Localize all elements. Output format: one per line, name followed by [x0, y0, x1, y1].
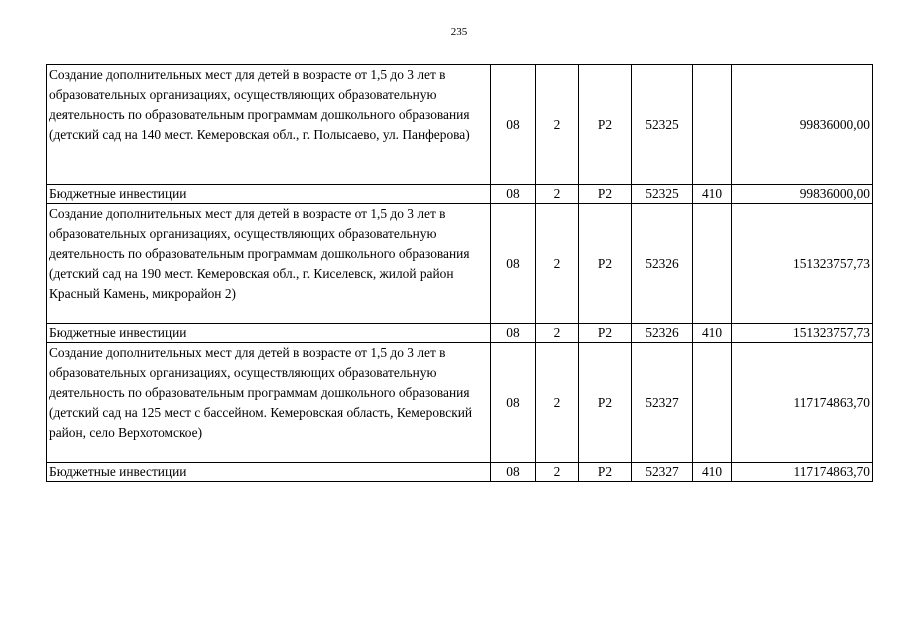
direction-code-cell: 52327 — [632, 343, 693, 463]
section-code-cell: 08 — [491, 204, 536, 324]
amount-cell: 99836000,00 — [732, 65, 873, 185]
expense-type-cell: 410 — [693, 324, 732, 343]
item-name-cell: Бюджетные инвестиции — [47, 185, 491, 204]
table-row — [47, 185, 873, 204]
project-code-cell: P2 — [579, 204, 632, 324]
budget-table — [46, 64, 873, 482]
amount-cell: 151323757,73 — [732, 204, 873, 324]
item-name-cell: Создание дополнительных мест для детей в возрасте от 1,5 до 3 лет в образовательных организациях, осуществляющих образовательную деятельность по образовательным программам дошкольного образования (детский сад на 140 мест. Кемеровская обл., г. Полысаево, ул. Панферова) — [47, 65, 491, 185]
expense-type-cell: 410 — [693, 463, 732, 482]
project-code-cell: P2 — [579, 343, 632, 463]
expense-type-cell: 410 — [693, 185, 732, 204]
section-code-cell: 08 — [491, 185, 536, 204]
page-number: 235 — [450, 26, 468, 38]
project-code-cell: P2 — [579, 463, 632, 482]
table-row — [47, 324, 873, 343]
program-code-cell: 2 — [536, 185, 579, 204]
expense-type-cell — [693, 65, 732, 185]
program-code-cell: 2 — [536, 343, 579, 463]
expense-type-cell — [693, 343, 732, 463]
table-row — [47, 463, 873, 482]
amount-cell: 117174863,70 — [732, 463, 873, 482]
amount-cell: 151323757,73 — [732, 324, 873, 343]
project-code-cell: P2 — [579, 65, 632, 185]
item-name-cell: Создание дополнительных мест для детей в возрасте от 1,5 до 3 лет в образовательных организациях, осуществляющих образовательную деятельность по образовательным программам дошкольного образования (детский сад на 190 мест. Кемеровская обл., г. Киселевск, жилой район Красный Камень, микрорайон 2) — [47, 204, 491, 324]
section-code-cell: 08 — [491, 463, 536, 482]
direction-code-cell: 52325 — [632, 65, 693, 185]
project-code-cell: P2 — [579, 185, 632, 204]
program-code-cell: 2 — [536, 324, 579, 343]
section-code-cell: 08 — [491, 343, 536, 463]
project-code-cell: P2 — [579, 324, 632, 343]
direction-code-cell: 52326 — [632, 204, 693, 324]
item-name-cell: Бюджетные инвестиции — [47, 463, 491, 482]
section-code-cell: 08 — [491, 65, 536, 185]
direction-code-cell: 52326 — [632, 324, 693, 343]
expense-type-cell — [693, 204, 732, 324]
table-row — [47, 343, 873, 463]
direction-code-cell: 52325 — [632, 185, 693, 204]
direction-code-cell: 52327 — [632, 463, 693, 482]
section-code-cell: 08 — [491, 324, 536, 343]
item-name-cell: Создание дополнительных мест для детей в возрасте от 1,5 до 3 лет в образовательных организациях, осуществляющих образовательную деятельность по образовательным программам дошкольного образования (детский сад на 125 мест с бассейном. Кемеровская область, Кемеровский район, село Верхотомское) — [47, 343, 491, 463]
table-row — [47, 65, 873, 185]
table-row — [47, 204, 873, 324]
program-code-cell: 2 — [536, 463, 579, 482]
amount-cell: 117174863,70 — [732, 343, 873, 463]
item-name-cell: Бюджетные инвестиции — [47, 324, 491, 343]
program-code-cell: 2 — [536, 65, 579, 185]
program-code-cell: 2 — [536, 204, 579, 324]
amount-cell: 99836000,00 — [732, 185, 873, 204]
